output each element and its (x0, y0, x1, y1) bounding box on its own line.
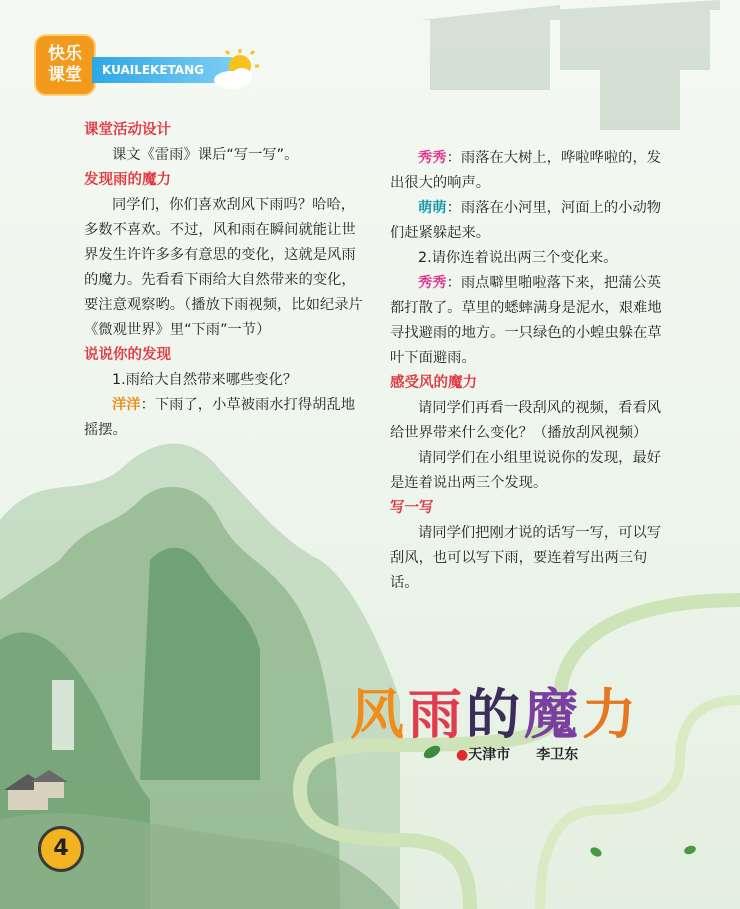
student-answer-text: ：雨落在大树上，哗啦哗啦的，发出很大的响声。 (390, 150, 662, 191)
article-title (350, 672, 640, 749)
section-heading-discovery: 说说你的发现 (84, 347, 171, 363)
title-char: 雨 (408, 682, 466, 746)
question-2: 2.请你连着说出两三个变化来。 (418, 250, 618, 266)
right-column (390, 146, 672, 596)
student-name: 萌萌 (418, 200, 447, 216)
student-answer-xiuxiu-2 (390, 271, 672, 371)
badge-line2: 课堂 (48, 65, 82, 85)
paragraph-lesson: 课文《雷雨》课后“写一写”。 (112, 147, 299, 163)
left-column (84, 118, 364, 443)
badge-tag: KUAILEKETANG (92, 57, 242, 83)
section-heading-activity: 课堂活动设计 (84, 122, 171, 138)
title-char: 力 (582, 682, 640, 746)
section-heading-wind: 感受风的魔力 (390, 375, 477, 391)
student-name: 秀秀 (418, 275, 447, 291)
student-answer-xiuxiu-1 (390, 146, 672, 196)
title-char: 风 (350, 682, 408, 746)
student-answer-text: ：雨落在小河里，河面上的小动物们赶紧躲起来。 (390, 200, 662, 241)
badge-box (34, 34, 96, 96)
section-heading-write: 写一写 (390, 500, 434, 516)
paragraph-group: 请同学们在小组里说说你的发现，最好是连着说出两三个发现。 (390, 450, 662, 491)
author-name: 李卫东 (536, 747, 579, 763)
page-number: 4 (38, 826, 84, 872)
sun-cloud-icon (212, 48, 260, 92)
paragraph-wind: 请同学们再看一段刮风的视频，看看风给世界带来什么变化？（播放刮风视频） (390, 400, 662, 441)
student-answer-mengmeng (390, 196, 672, 246)
title-char: 魔 (524, 682, 582, 746)
student-name: 秀秀 (418, 150, 447, 166)
student-answer-yangyang (84, 393, 364, 443)
question-1: 1.雨给大自然带来哪些变化？ (112, 372, 298, 388)
column-badge (34, 34, 204, 96)
badge-line1: 快乐 (48, 44, 82, 64)
author-city: 天津市 (468, 747, 511, 763)
paragraph-rain-intro: 同学们，你们喜欢刮风下雨吗？哈哈，多数不喜欢。不过，风和雨在瞬间就能让世界发生许许多多有意思的变化，这就是风雨的魔力。先看看下雨给大自然带来的变化，要注意观察哟。（播放下雨视频，比如纪录片《微观世界》里“下雨”一节） (84, 197, 363, 338)
author-line (456, 744, 578, 764)
title-char: 的 (466, 682, 524, 746)
student-answer-text: ：雨点噼里啪啦落下来，把蒲公英都打散了。草里的蟋蟀满身是泥水，艰难地寻找避雨的地方。一只绿色的小蝗虫躲在草叶下面避雨。 (390, 275, 662, 366)
bullet-dot-icon: ● (456, 747, 469, 763)
student-answer-text: ：下雨了，小草被雨水打得胡乱地摇摆。 (84, 397, 356, 438)
student-name: 洋洋 (112, 397, 141, 413)
section-heading-rain: 发现雨的魔力 (84, 172, 171, 188)
paragraph-write: 请同学们把刚才说的话写一写，可以写刮风，也可以写下雨，要连着写出两三句话。 (390, 525, 662, 591)
